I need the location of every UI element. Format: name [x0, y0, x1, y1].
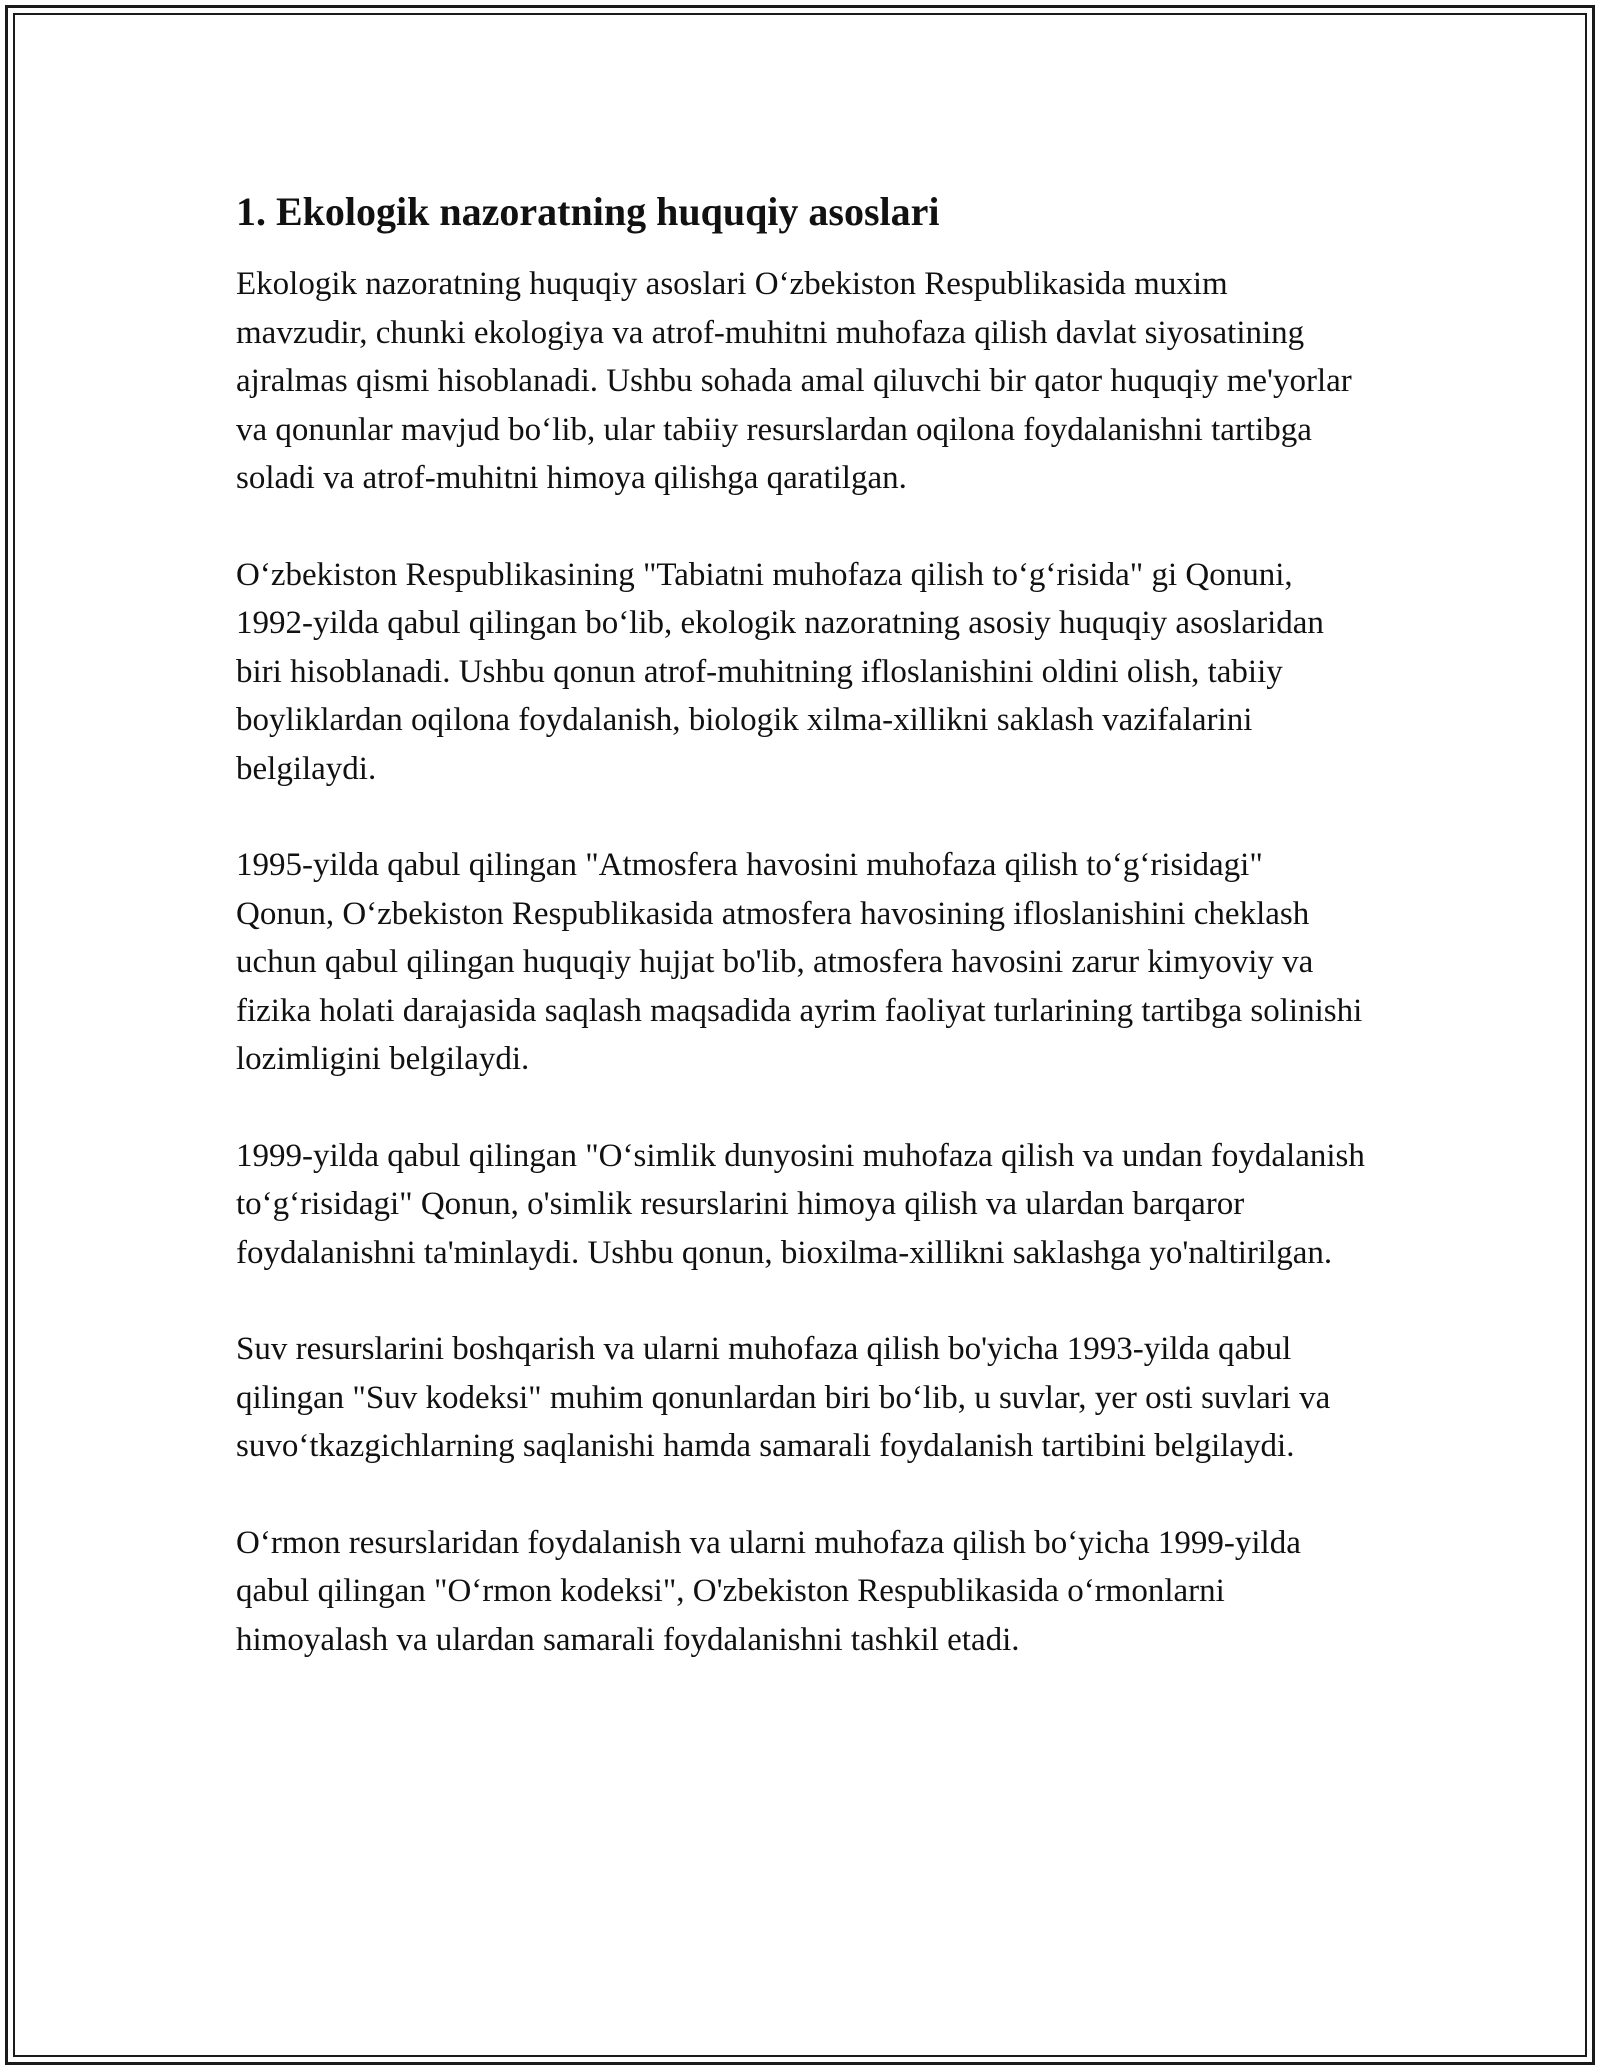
paragraph-atmosphere-law: 1995-yilda qabul qilingan "Atmosfera havosini muhofaza qilish to‘g‘risidagi" Qonun, O‘zbekiston Respublikasida atmosfera havosining ifloslanishini cheklash uchun qabul qilingan huquqiy hujjat bo'lib, atmosfera havosini zarur kimyoviy va fizika holati darajasida saqlash maqsadida ayrim faoliyat turlarining tartibga solinishi lozimligini belgilaydi. — [236, 847, 1363, 1077]
paragraph-nature-protection-law: O‘zbekiston Respublikasining "Tabiatni muhofaza qilish to‘g‘risida" gi Qonuni, 1992-yilda qabul qilingan bo‘lib, ekologik nazoratning asosiy huquqiy asoslaridan biri hisoblanadi. Ushbu qonun atrof-muhitning ifloslanishini oldini olish, tabiiy boyliklardan oqilona foydalanish, biologik xilma-xillikni saklash vazifalarini belgilaydi. — [236, 556, 1324, 787]
paragraph-forest-code: O‘rmon resurslaridan foydalanish va ularni muhofaza qilish bo‘yicha 1999-yilda qabul qilingan "O‘rmon kodeksi", O'zbekiston Respublikasida o‘rmonlarni himoyalash va ulardan samarali foydalanishni tashkil etadi. — [236, 1524, 1301, 1658]
document-body — [236, 184, 1366, 1712]
paragraph-plant-world-law: 1999-yilda qabul qilingan "O‘simlik dunyosini muhofaza qilish va undan foydalanish to‘g‘risidagi" Qonun, o'simlik resurslarini himoya qilish va ulardan barqaror foydalanishni ta'minlaydi. Ushbu qonun, bioxilma-xillikni saklashga yo'naltirilgan. — [236, 1137, 1365, 1271]
document-title: 1. Ekologik nazoratning huquqiy asoslari — [236, 189, 940, 234]
paragraph-intro: Ekologik nazoratning huquqiy asoslari O‘zbekiston Respublikasida muxim mavzudir, chunki ekologiya va atrof-muhitni muhofaza qilish davlat siyosatining ajralmas qismi hisoblanadi. Ushbu sohada amal qiluvchi bir qator huquqiy me'yorlar va qonunlar mavjud bo‘lib, ular tabiiy resurslardan oqilona foydalanishni tartibga soladi va atrof-muhitni himoya qilishga qaratilgan. — [236, 266, 1352, 496]
paragraph-water-code: Suv resurslarini boshqarish va ularni muhofaza qilish bo'yicha 1993-yilda qabul qilingan "Suv kodeksi" muhim qonunlardan biri bo‘lib, u suvlar, yer osti suvlari va suvo‘tkazgichlarning saqlanishi hamda samarali foydalanish tartibini belgilaydi. — [236, 1331, 1331, 1464]
